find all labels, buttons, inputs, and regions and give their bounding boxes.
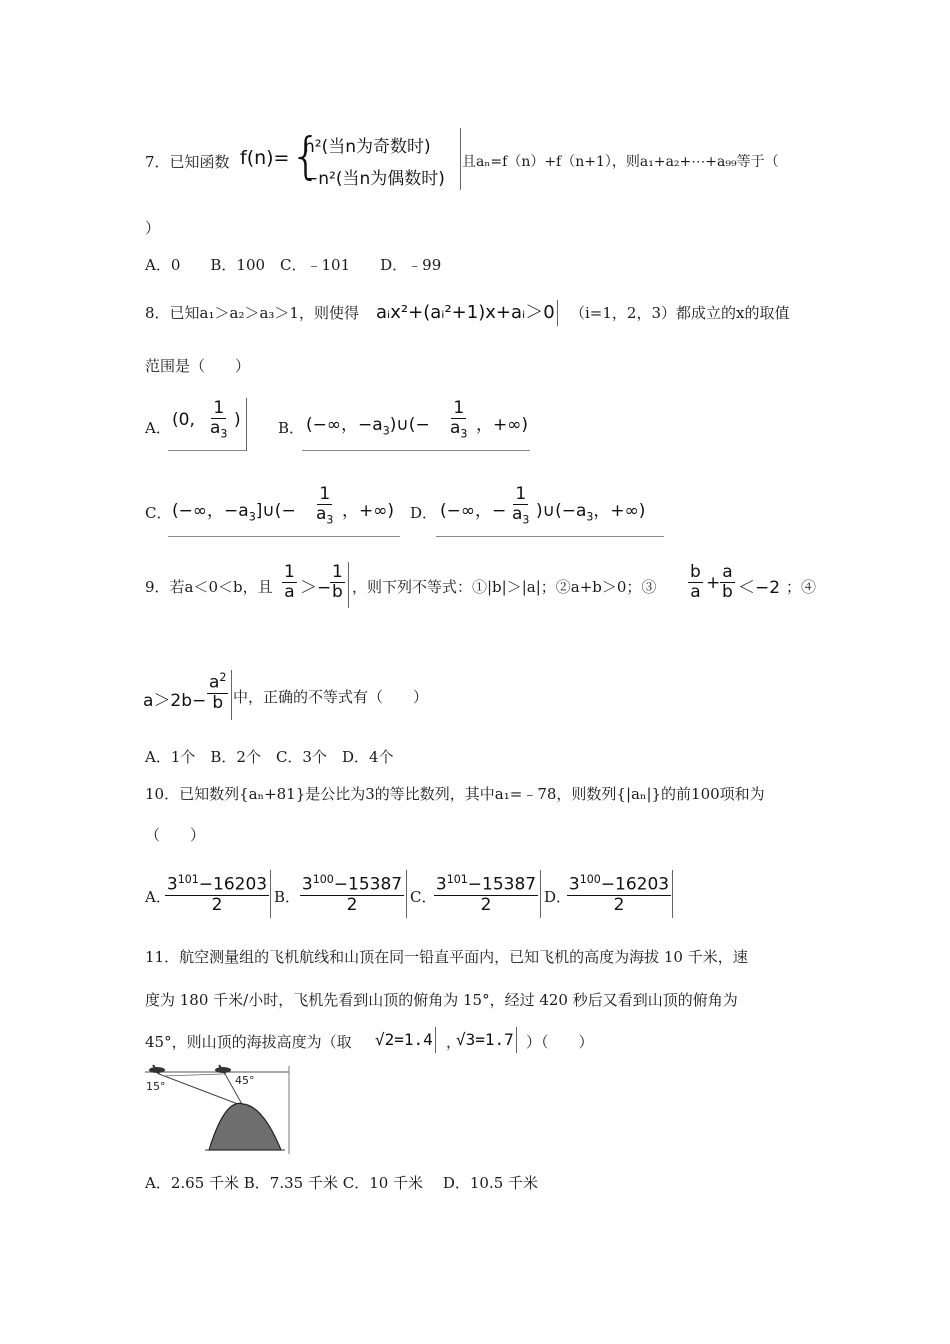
q10-optB: $\frac{3^{100}-15387}{2}$: [300, 870, 407, 918]
q7-lead: 已知函数: [169, 153, 230, 171]
q9-number: 9．: [145, 578, 170, 596]
q8-optA-label: A．: [145, 419, 171, 437]
q10-optA: $\frac{3^{101}-16203}{2}$: [166, 870, 271, 918]
q8-line: [145, 303, 359, 323]
q8-lead: 已知a₁＞a₂＞a₃＞1，则使得: [169, 304, 359, 322]
q9-tail: 中，正确的不等式有（ ）: [233, 688, 429, 706]
mountain-shape: [209, 1103, 281, 1150]
q9-lead: 若a＜0＜b，且: [169, 578, 273, 596]
q10-optA-label: A．: [145, 888, 171, 906]
q11-line3b: ）（ ）: [526, 1033, 594, 1051]
angle-45-label: 45°: [235, 1074, 255, 1087]
q8-line2: 范围是（ ）: [145, 357, 251, 375]
q7-piecewise-function: [238, 128, 461, 190]
q9-condition: $\frac{1}{a}$ ＞− $\frac{1}{b}$: [282, 562, 349, 608]
q11-line3: [145, 1032, 352, 1052]
q11-line3a: 45°，则山顶的海拔高度为（取: [145, 1033, 352, 1051]
q9-mid: ，则下列不等式：①|b|＞|a|；②a+b＞0；③: [352, 578, 657, 596]
q9-ineq4: a＞2b− $\frac{a^2}{b}$: [143, 670, 232, 720]
q11-sqrt2: √2=1.4: [375, 1027, 436, 1053]
q10-text: 10．已知数列{aₙ+81}是公比为3的等比数列，其中a₁=﹣78，则数列{|aₙ|}的前100项和为: [145, 785, 765, 803]
q9-line: [145, 577, 273, 597]
q8-optC: (−∞，$-a_3]\cup(-$ $\frac{1}{a_3}$ ，+∞): [168, 484, 400, 537]
q7-tail: 且aₙ=f（n）+f（n+1），则a₁+a₂+⋯+a₉₉等于（: [462, 154, 779, 170]
q7-case1: n²(当n为奇数时): [304, 137, 431, 157]
q10-optB-label: B．: [274, 888, 301, 906]
q8-optA: (0, $\frac{1}{a_3}$ ): [168, 398, 247, 451]
q11-options: A．2.65 千米 B．7.35 千米 C．10 千米 D．10.5 千米: [145, 1174, 539, 1192]
plane-icon: [149, 1065, 165, 1074]
plane-icon: [215, 1065, 231, 1074]
q7-options: A．0 B．100 C．﹣101 D．﹣99: [145, 256, 442, 274]
q7-case2: −n²(当n为偶数时): [304, 169, 445, 189]
q11-mountain-figure: [143, 1062, 293, 1156]
q7-number: 7．: [145, 153, 170, 171]
q10-optD: $\frac{3^{100}-16203}{2}$: [568, 870, 673, 918]
q7-func: f(n)=: [240, 147, 290, 169]
q11-sqrt3: √3=1.7: [456, 1027, 517, 1053]
q7-close: ）: [145, 219, 161, 237]
q10-line2: （ ）: [145, 826, 206, 844]
q8-number: 8．: [145, 304, 170, 322]
q11-line2: 度为 180 千米/小时，飞机先看到山顶的俯角为 15°，经过 420 秒后又看到山顶的俯角为: [145, 991, 738, 1009]
q10-optC-label: C．: [410, 888, 437, 906]
q8-expression: aᵢx²+(aᵢ²+1)x+aᵢ＞0: [376, 300, 558, 326]
q11-line1: 11．航空测量组的飞机航线和山顶在同一铅直平面内，已知飞机的高度为海拔 10 千米，速: [145, 948, 748, 966]
q8-tail: （i=1，2，3）都成立的x的取值: [570, 304, 790, 322]
q9-options: A．1个 B．2个 C．3个 D．4个: [145, 748, 394, 766]
q9-ineq3: $\frac{b}{a}$ + $\frac{a}{b}$ ＜−2: [690, 562, 781, 602]
q9-sep: ；④: [786, 578, 817, 596]
q8-optB-label: B．: [278, 419, 305, 437]
angle-15-label: 15°: [146, 1080, 166, 1093]
q7-line: [145, 152, 230, 172]
q8-optC-label: C．: [145, 504, 172, 522]
q10-optC: $\frac{3^{101}-15387}{2}$: [434, 870, 541, 918]
q10-optD-label: D．: [544, 888, 572, 906]
q8-optD-label: D．: [410, 504, 438, 522]
q8-optD: (−∞，− $\frac{1}{a_3}$ )$\cup(-a_3$，+∞): [436, 484, 664, 537]
q8-optB: (−∞，$-a_3)\cup(-$ $\frac{1}{a_3}$ ，+∞): [302, 398, 530, 451]
q7-brace: {: [290, 127, 322, 185]
q11-comma: ，: [446, 1033, 462, 1051]
